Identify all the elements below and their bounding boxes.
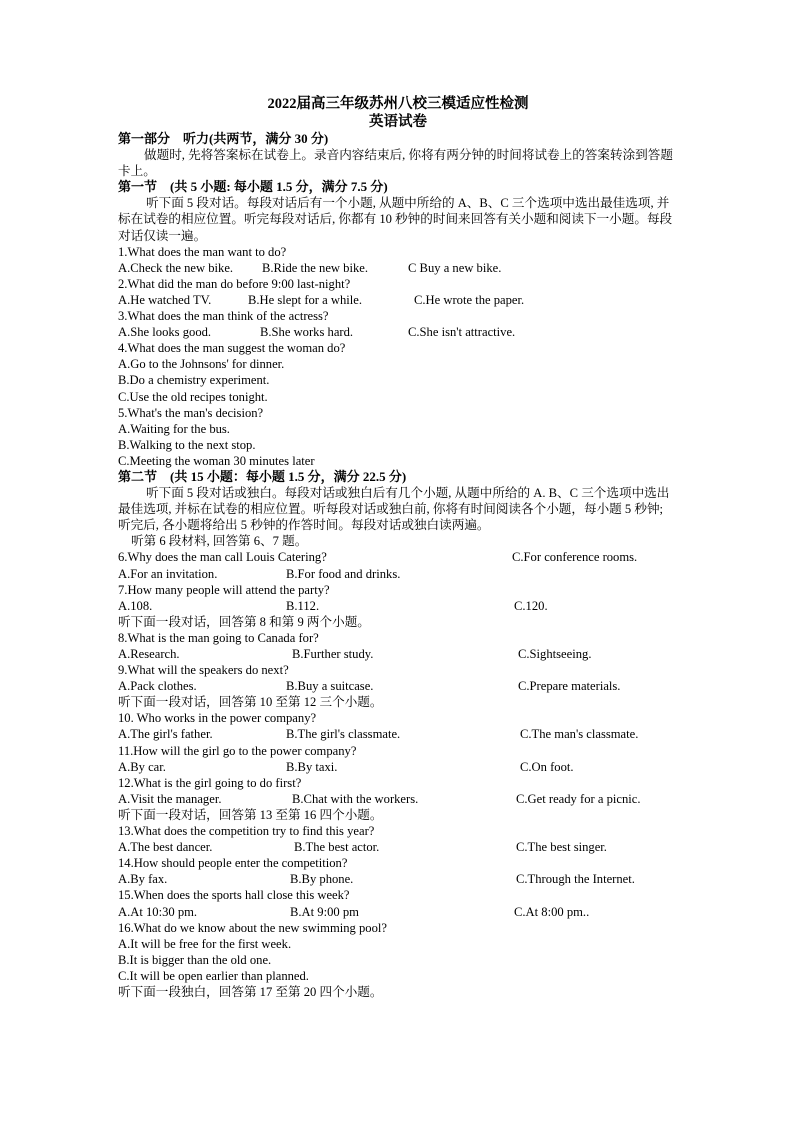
section2-heading: 第二节 (共 15 小题：每小题 1.5 分，满分 22.5 分): [118, 468, 407, 484]
option-a: A.The girl's father.: [118, 727, 213, 742]
material-8-instruction: 听下面一段对话，回答第 8 和第 9 两个小题。: [118, 614, 370, 629]
question-5-option-b: B.Walking to the next stop.: [118, 437, 256, 452]
option-b: B.Further study.: [292, 647, 374, 661]
option-c: C.Through the Internet.: [516, 872, 635, 887]
question-15: 15.When does the sports hall close this week?: [118, 888, 350, 903]
question-15-options: [118, 904, 678, 920]
question-16-option-a: A.It will be free for the first week.: [118, 936, 292, 951]
material-17-instruction: 听下面一段独白，回答第 17 至第 20 四个小题。: [118, 984, 383, 999]
option-c: C.Sightseeing.: [518, 647, 592, 661]
option-c: C Buy a new bike.: [408, 260, 502, 275]
question-9: 9.What will the speakers do next?: [118, 663, 289, 678]
question-16-option-c: C.It will be open earlier than planned.: [118, 968, 309, 983]
option-c: C.Prepare materials.: [518, 679, 621, 694]
question-9-options: [118, 678, 678, 694]
option-b: B.The girl's classmate.: [286, 727, 401, 742]
option-a: A.At 10:30 pm.: [118, 904, 198, 919]
material-10-instruction: 听下面一段对话，回答第 10 至第 12 三个小题。: [118, 695, 383, 710]
question-2: 2.What did the man do before 9:00 last-night?: [118, 276, 351, 291]
option-c: C.For conference rooms.: [512, 550, 638, 565]
question-6-row: [118, 549, 678, 565]
exam-subtitle: 英语试卷: [369, 114, 427, 130]
option-c: C.The best singer.: [516, 840, 607, 855]
option-c: C.He wrote the paper.: [414, 292, 525, 307]
question-4: 4.What does the man suggest the woman do?: [118, 341, 346, 356]
option-c: C.She isn't attractive.: [408, 325, 516, 340]
option-b: B.112.: [286, 598, 320, 613]
question-3-options: [118, 324, 678, 340]
question-8: 8.What is the man going to Canada for?: [118, 630, 319, 645]
question-3: 3.What does the man think of the actress?: [118, 309, 329, 324]
question-7-options: [118, 598, 678, 614]
question-1-options: [118, 260, 678, 276]
option-b: B.She works hard.: [260, 325, 354, 340]
question-4-option-b: B.Do a chemistry experiment.: [118, 373, 270, 388]
option-b: B.By phone.: [290, 872, 354, 887]
question-10-options: [118, 726, 678, 742]
question-4-option-a: A.Go to the Johnsons' for dinner.: [118, 357, 285, 372]
question-4-option-c: C.Use the old recipes tonight.: [118, 389, 268, 404]
option-b: B.At 9:00 pm: [290, 904, 359, 919]
option-a: A.The best dancer.: [118, 840, 213, 855]
question-16: 16.What do we know about the new swimming pool?: [118, 920, 387, 935]
option-b: B.By taxi.: [286, 759, 338, 774]
option-b: B.For food and drinks.: [286, 566, 401, 581]
question-11: 11.How will the girl go to the power company?: [118, 743, 357, 758]
section2-intro: 听下面 5 段对话或独白。每段对话或独白后有几个小题, 从题中所给的 A. B、C 三个选项中选出最佳选项, 并标在试卷的相应位置。听每段对话或独白前, 你将有时间阅读各个小题，每小题 5 秒钟; 听完后, 各小题将给出 5 秒钟的作答时间。每段对话或独白读两遍。: [118, 486, 670, 533]
question-14: 14.How should people enter the competition?: [118, 856, 348, 871]
option-a: A.Visit the manager.: [118, 791, 222, 806]
material-6-instruction: 听第 6 段材料, 回答第 6、7 题。: [131, 534, 308, 549]
question-7: 7.How many people will attend the party?: [118, 582, 330, 597]
option-a: A.Research.: [118, 647, 180, 661]
option-a: A.She looks good.: [118, 325, 212, 340]
option-b: B.The best actor.: [294, 840, 380, 855]
exam-page: [118, 95, 678, 1000]
option-a: A.By car.: [118, 759, 166, 774]
question-1: 1.What does the man want to do?: [118, 244, 287, 259]
question-12-options: [118, 791, 678, 807]
question-6-options: [118, 566, 678, 582]
option-b: B.Chat with the workers.: [292, 791, 419, 806]
part1-intro: 做题时, 先将答案标在试卷上。录音内容结束后, 你将有两分钟的时间将试卷上的答案转涂到答题卡上。: [118, 148, 673, 179]
question-16-option-b: B.It is bigger than the old one.: [118, 952, 272, 967]
part1-heading: 第一部分 听力(共两节，满分 30 分): [118, 131, 329, 146]
question-8-options: [118, 646, 678, 662]
option-c: C.The man's classmate.: [520, 727, 639, 742]
option-a: A.For an invitation.: [118, 566, 218, 581]
option-a: A.Check the new bike.: [118, 260, 234, 275]
section1-heading: 第一节 (共 5 小题: 每小题 1.5 分，满分 7.5 分): [118, 179, 388, 195]
option-a: A.108.: [118, 598, 153, 613]
question-13: 13.What does the competition try to find this year?: [118, 824, 375, 839]
question-5-option-a: A.Waiting for the bus.: [118, 421, 230, 436]
question-11-options: [118, 759, 678, 775]
question-12: 12.What is the girl going to do first?: [118, 775, 302, 790]
question-13-options: [118, 839, 678, 855]
option-b: B.Buy a suitcase.: [286, 679, 374, 694]
option-b: B.Ride the new bike.: [262, 260, 368, 275]
option-c: C.On foot.: [520, 759, 574, 774]
option-c: C.Get ready for a picnic.: [516, 791, 641, 806]
option-b: B.He slept for a while.: [248, 292, 363, 307]
question-2-options: [118, 292, 678, 308]
option-c: C.120.: [514, 598, 548, 613]
question-5: 5.What's the man's decision?: [118, 405, 264, 420]
question-14-options: [118, 871, 678, 887]
section1-intro: 听下面 5 段对话。每段对话后有一个小题, 从题中所给的 A、B、C 三个选项中选出最佳选项, 并标在试卷的相应位置。听完每段对话后, 你都有 10 秒钟的时间来回答有关小题和阅读下一小题。每段对话仅读一遍。: [118, 196, 673, 243]
option-c: C.At 8:00 pm..: [514, 904, 590, 919]
question-6: 6.Why does the man call Louis Catering?: [118, 550, 327, 565]
option-a: A.He watched TV.: [118, 292, 212, 307]
material-13-instruction: 听下面一段对话，回答第 13 至第 16 四个小题。: [118, 807, 383, 822]
question-5-option-c: C.Meeting the woman 30 minutes later: [118, 453, 315, 468]
exam-title: 2022届高三年级苏州八校三模适应性检测: [267, 96, 529, 112]
option-a: A.Pack clothes.: [118, 679, 197, 694]
question-10: 10. Who works in the power company?: [118, 711, 317, 726]
option-a: A.By fax.: [118, 872, 168, 887]
